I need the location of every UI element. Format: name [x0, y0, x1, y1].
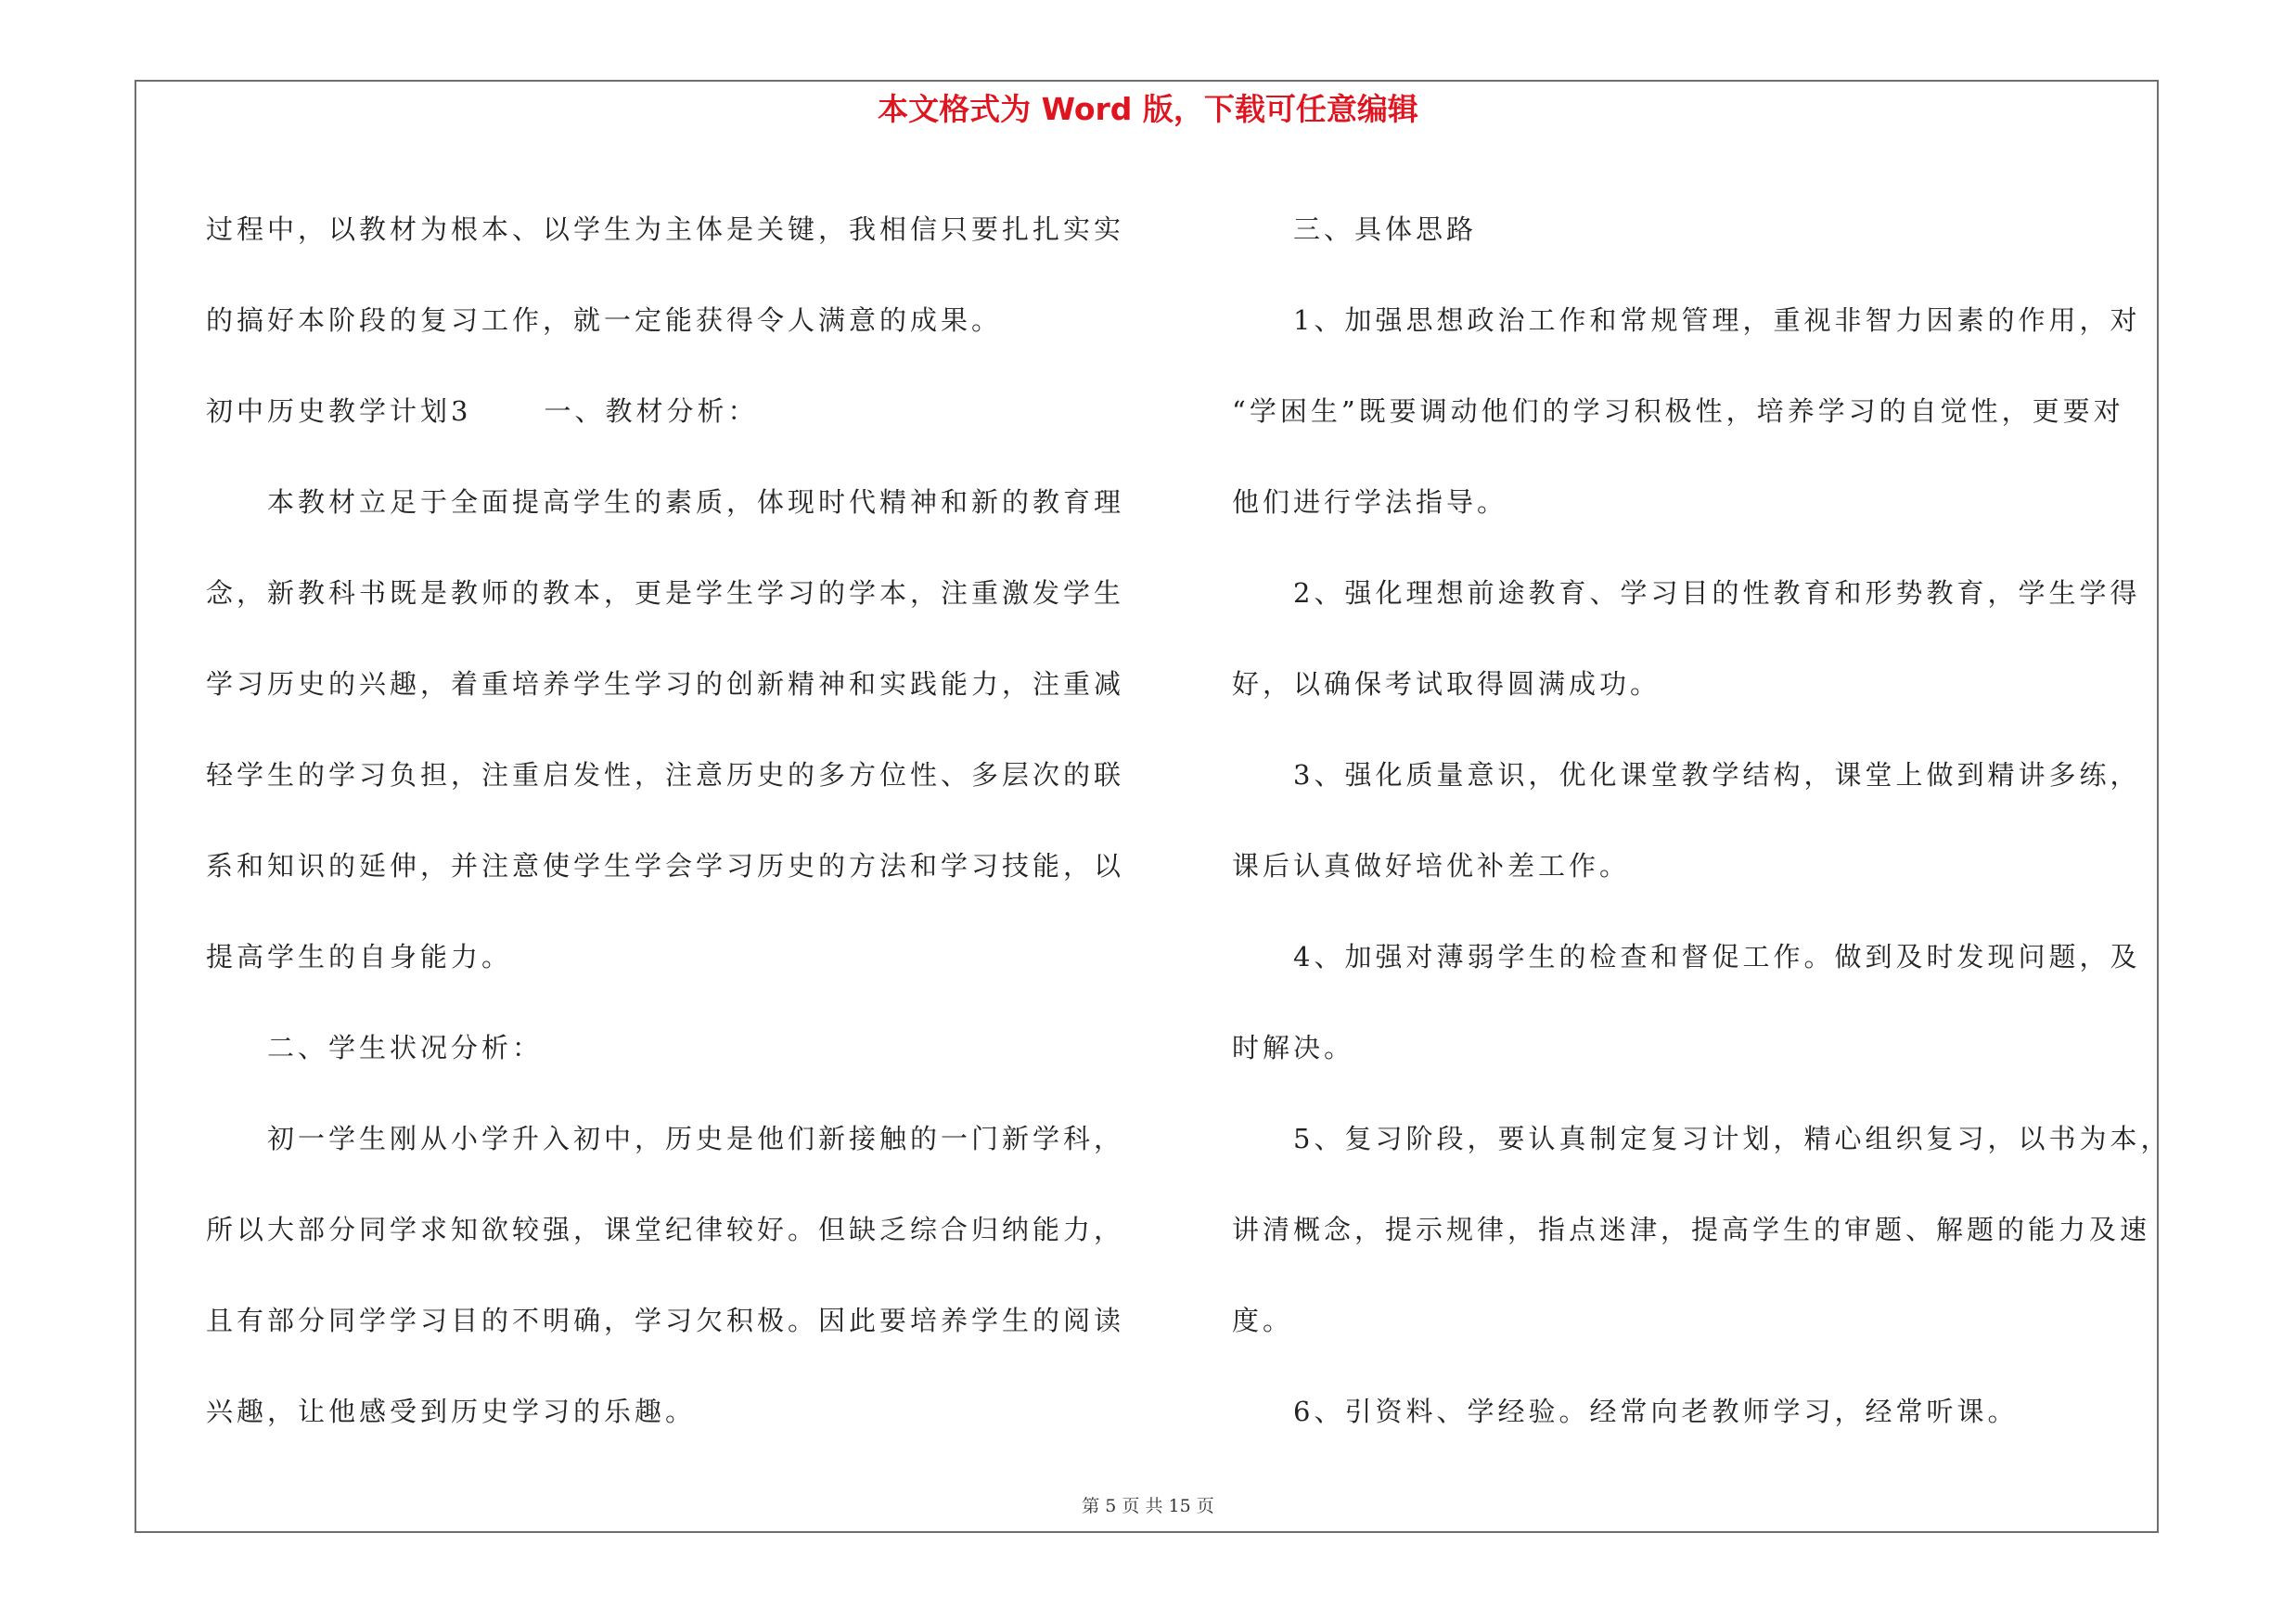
text-line: 4、加强对薄弱学生的检查和督促工作。做到及时发现问题，及 — [1232, 941, 2141, 973]
section-heading: 二、学生状况分析： — [206, 1032, 544, 1063]
text-line: 的搞好本阶段的复习工作，就一定能获得令人满意的成果。 — [206, 304, 1003, 336]
text-line: 2、强化理想前途教育、学习目的性教育和形势教育，学生学得 — [1232, 577, 2141, 609]
text-line: 初一学生刚从小学升入初中，历史是他们新接触的一门新学科， — [206, 1123, 1125, 1154]
left-column — [206, 184, 1145, 1457]
text-line: 且有部分同学学习目的不明确，学习欠积极。因此要培养学生的阅读 — [206, 1305, 1125, 1336]
text-line: 学习历史的兴趣，着重培养学生学习的创新精神和实践能力，注重减 — [206, 668, 1125, 700]
text-line: 轻学生的学习负担，注重启发性，注意历史的多方位性、多层次的联 — [206, 759, 1125, 791]
right-column — [1232, 184, 2172, 1457]
plan-heading-line — [206, 366, 1145, 457]
text-line: 3、强化质量意识，优化课堂教学结构，课堂上做到精讲多练， — [1232, 759, 2141, 791]
text-line: 提高学生的自身能力。 — [206, 941, 513, 973]
text-line: 念，新教科书既是教师的教本，更是学生学习的学本，注重激发学生 — [206, 577, 1125, 609]
section-heading: 一、教材分析： — [544, 395, 759, 427]
text-line: 兴趣，让他感受到历史学习的乐趣。 — [206, 1396, 697, 1427]
text-line: 讲清概念，提示规律，指点迷津，提高学生的审题、解题的能力及速 — [1232, 1214, 2151, 1245]
text-line: 6、引资料、学经验。经常向老教师学习，经常听课。 — [1232, 1396, 2019, 1427]
text-line: 5、复习阶段，要认真制定复习计划，精心组织复习，以书为本， — [1232, 1123, 2172, 1154]
text-line: 1、加强思想政治工作和常规管理，重视非智力因素的作用，对 — [1232, 304, 2141, 336]
text-line: 好，以确保考试取得圆满成功。 — [1232, 668, 1661, 700]
text-line: 度。 — [1232, 1305, 1294, 1336]
page-number-footer: 第 5 页 共 15 页 — [1082, 1496, 1214, 1516]
text-line: “学困生”既要调动他们的学习积极性，培养学习的自觉性，更要对 — [1232, 395, 2124, 427]
word-format-banner: 本文格式为 Word 版，下载可任意编辑 — [878, 91, 1418, 127]
text-line: 本教材立足于全面提高学生的素质，体现时代精神和新的教育理 — [206, 486, 1125, 518]
section-heading: 三、具体思路 — [1232, 213, 1478, 245]
text-line: 他们进行学法指导。 — [1232, 486, 1508, 518]
text-line: 时解决。 — [1232, 1032, 1355, 1063]
text-line: 所以大部分同学求知欲较强，课堂纪律较好。但缺乏综合归纳能力， — [206, 1214, 1125, 1245]
text-line: 过程中，以教材为根本、以学生为主体是关键，我相信只要扎扎实实 — [206, 213, 1125, 245]
plan-title: 初中历史教学计划3 — [206, 395, 472, 427]
text-line: 系和知识的延伸，并注意使学生学会学习历史的方法和学习技能，以 — [206, 850, 1125, 882]
text-line: 课后认真做好培优补差工作。 — [1232, 850, 1631, 882]
